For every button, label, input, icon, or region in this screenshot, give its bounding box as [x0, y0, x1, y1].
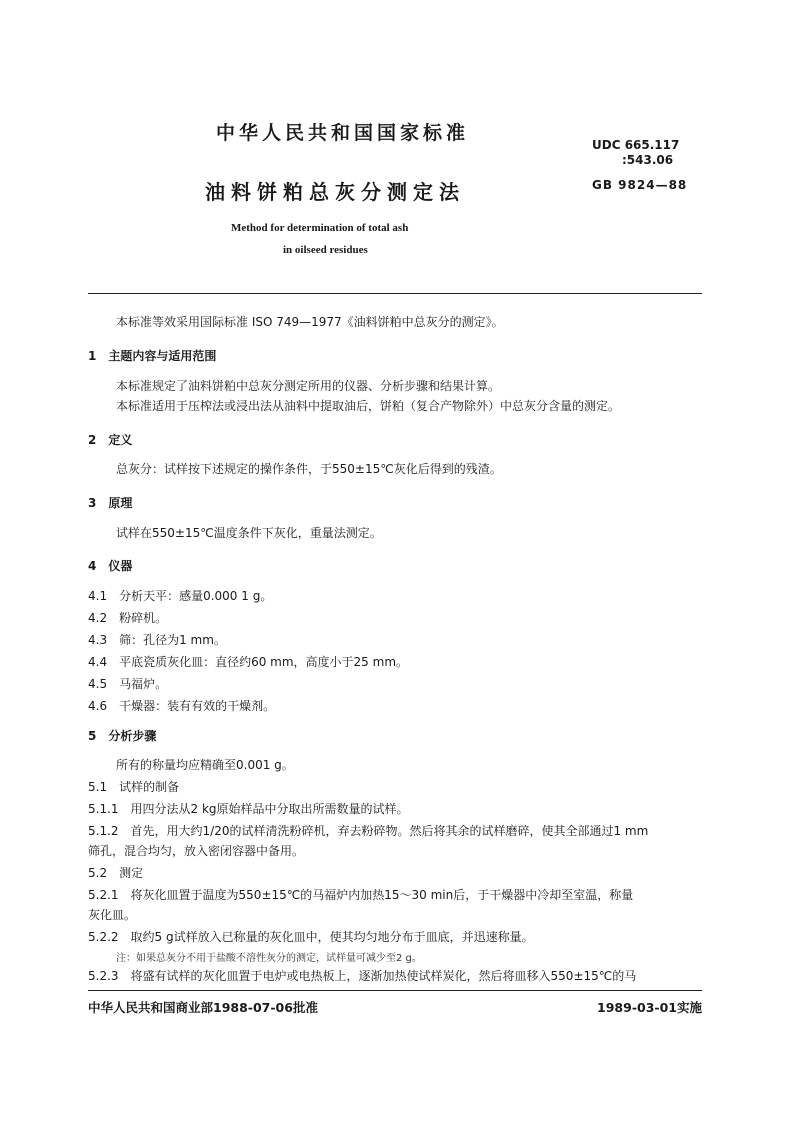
- footnote-sample-size: 注：如果总灰分不用于盐酸不溶性灰分的测定，试样量可减少至2 g。: [116, 953, 422, 964]
- approval-line: 中华人民共和国商业部1988-07-06批准: [88, 1000, 318, 1015]
- udc-code-line1: UDC 665.117: [592, 138, 680, 152]
- instrument-item: 4.2 粉碎机。: [88, 611, 168, 625]
- subsection-5-2-heading: 5.2 测定: [88, 866, 144, 880]
- section-4-heading: 4 仪器: [88, 559, 133, 573]
- english-title-line2: in oilseed residues: [283, 244, 368, 256]
- section-2-paragraph: 总灰分：试样按下述规定的操作条件，于550±15℃灰化后得到的残渣。: [116, 462, 502, 476]
- gb-standard-number: GB 9824—88: [592, 178, 688, 192]
- header-divider: [88, 293, 702, 294]
- clause-5-1-2-line2: 筛孔，混合均匀，放入密闭容器中备用。: [88, 844, 305, 858]
- national-standard-title: 中华人民共和国国家标准: [216, 122, 470, 144]
- section-1-heading: 1 主题内容与适用范围: [88, 349, 217, 363]
- clause-5-1-2-line1: 5.1.2 首先，用大约1/20的试样清洗粉碎机，弃去粉碎物。然后将其余的试样磨碎，使其全部通过1 mm: [88, 824, 649, 838]
- section-3-paragraph: 试样在550±15℃温度条件下灰化，重量法测定。: [116, 526, 382, 540]
- section-3-heading: 3 原理: [88, 496, 133, 510]
- instrument-item: 4.6 干燥器：装有有效的干燥剂。: [88, 699, 276, 713]
- clause-5-2-2: 5.2.2 取约5 g试样放入已称量的灰化皿中，使其均匀地分布于皿底，并迅速称量。: [88, 930, 534, 944]
- instrument-item: 4.3 筛：孔径为1 mm。: [88, 633, 226, 647]
- section-1-paragraph-2: 本标准适用于压榨法或浸出法从油料中提取油后，饼粕（复合产物除外）中总灰分含量的测定。: [116, 399, 621, 413]
- instrument-item: 4.1 分析天平：感量0.000 1 g。: [88, 589, 273, 603]
- clause-5-1-1: 5.1.1 用四分法从2 kg原始样品中分取出所需数量的试样。: [88, 802, 409, 816]
- section-5-precision-note: 所有的称量均应精确至0.001 g。: [116, 758, 294, 772]
- udc-code-line2: :543.06: [622, 153, 674, 167]
- instrument-item: 4.5 马福炉。: [88, 677, 168, 691]
- english-title-line1: Method for determination of total ash: [231, 222, 409, 234]
- footer-divider: [88, 990, 702, 991]
- clause-5-2-1-line2: 灰化皿。: [88, 908, 137, 922]
- instrument-item: 4.4 平底瓷质灰化皿：直径约60 mm，高度小于25 mm。: [88, 655, 409, 669]
- clause-5-2-3: 5.2.3 将盛有试样的灰化皿置于电炉或电热板上，逐渐加热使试样炭化，然后将皿移入550±15℃的马: [88, 969, 637, 983]
- document-title: 油料饼粕总灰分测定法: [205, 180, 465, 204]
- intro-paragraph: 本标准等效采用国际标准 ISO 749—1977《油料饼粕中总灰分的测定》。: [116, 315, 504, 329]
- section-5-heading: 5 分析步骤: [88, 729, 157, 743]
- section-1-paragraph-1: 本标准规定了油料饼粕中总灰分测定所用的仪器、分析步骤和结果计算。: [116, 379, 501, 393]
- implementation-date: 1989-03-01实施: [597, 1000, 702, 1015]
- clause-5-2-1-line1: 5.2.1 将灰化皿置于温度为550±15℃的马福炉内加热15～30 min后，于干燥器中冷却至室温，称量: [88, 888, 634, 902]
- subsection-5-1-heading: 5.1 试样的制备: [88, 780, 180, 794]
- section-2-heading: 2 定义: [88, 433, 133, 447]
